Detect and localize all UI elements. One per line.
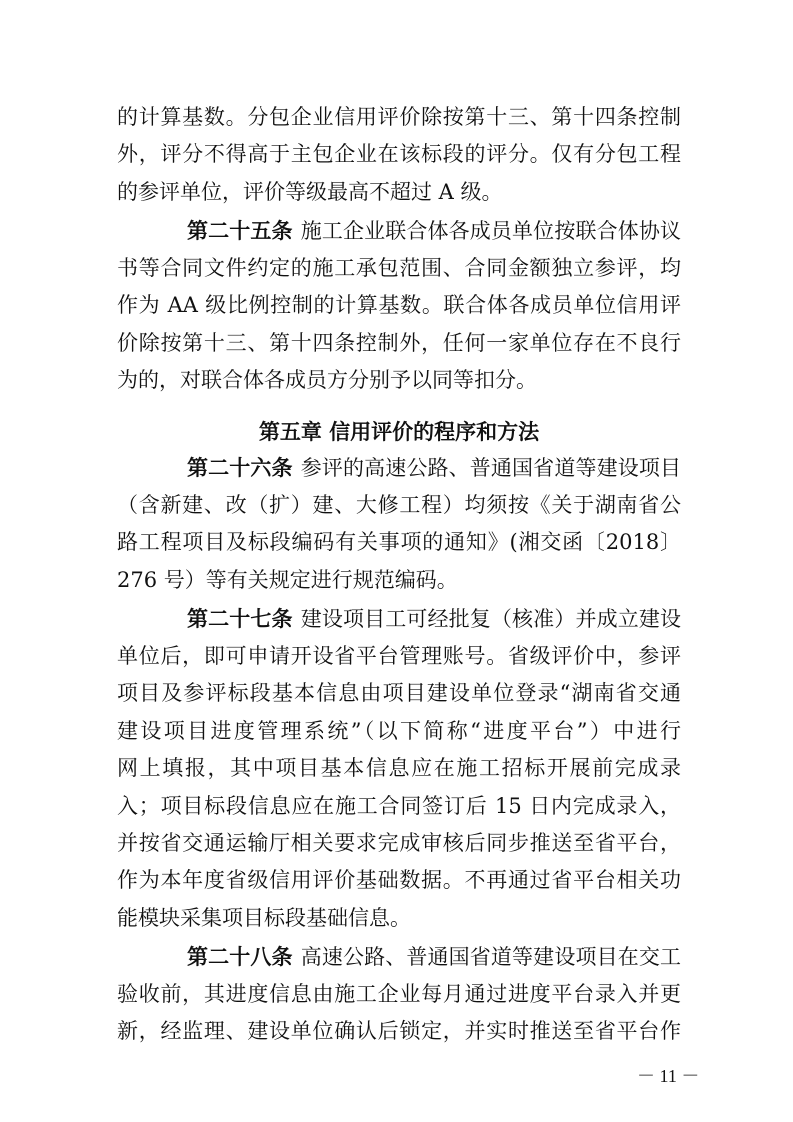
text-line — [117, 788, 681, 825]
article-first-line — [117, 601, 681, 638]
line-text: 建设项目工可经批复（核准）并成立建设 — [300, 606, 681, 631]
line-text: 单位后，即可申请开设省平台管理账号。省级评价中，参评 — [117, 644, 681, 669]
article-number: 第二十七条 — [187, 606, 293, 631]
text-line — [117, 562, 681, 599]
line-text: 网上填报，其中项目基本信息应在施工招标开展前完成录 — [117, 756, 681, 781]
line-text: 书等合同文件约定的施工承包范围、合同金额独立参评，均 — [117, 256, 681, 281]
line-text: 276 号）等有关规定进行规范编码。 — [117, 567, 458, 592]
text-line — [117, 713, 681, 750]
chapter-heading: 第五章 信用评价的程序和方法 — [258, 419, 540, 444]
article-first-line — [117, 450, 681, 487]
line-text: 作为 AA 级比例控制的计算基数。联合体各成员单位信用评 — [117, 293, 681, 318]
text-line — [117, 862, 681, 899]
text-line — [117, 524, 681, 561]
line-text: 的计算基数。分包企业信用评价除按第十三、第十四条控制 — [117, 105, 681, 129]
line-text: 能模块采集项目标段基础信息。 — [117, 905, 411, 930]
line-text: 项目及参评标段基本信息由项目建设单位登录“湖南省交通 — [117, 681, 681, 706]
line-text: 路工程项目及标段编码有关事项的通知》(湘交函〔2018〕 — [117, 530, 681, 555]
text-line — [117, 900, 681, 937]
text-line — [117, 1013, 681, 1050]
page-number: － 11 － — [637, 1066, 700, 1086]
text-line — [117, 976, 681, 1013]
text-line — [117, 287, 681, 324]
article-first-line — [117, 939, 681, 976]
line-text: 验收前，其进度信息由施工企业每月通过进度平台录入并更 — [117, 982, 681, 1007]
line-text: （含新建、改（扩）建、大修工程）均须按《关于湖南省公 — [117, 493, 681, 518]
line-text: 为的，对联合体各成员方分别予以同等扣分。 — [117, 368, 537, 393]
article-number: 第二十五条 — [187, 218, 293, 243]
line-text: 参评的高速公路、普通国省道等建设项目 — [300, 455, 681, 480]
line-text: 作为本年度省级信用评价基础数据。不再通过省平台相关功 — [117, 868, 681, 893]
text-line — [117, 487, 681, 524]
line-text: 并按省交通运输厅相关要求完成审核后同步推送至省平台， — [117, 831, 681, 856]
text-line — [117, 675, 681, 712]
article-number: 第二十八条 — [187, 944, 293, 969]
document-body — [117, 99, 681, 1051]
line-text: 外，评分不得高于主包企业在该标段的评分。仅有分包工程 — [117, 142, 681, 167]
text-line — [117, 638, 681, 675]
text-line — [117, 362, 681, 399]
line-text: 施工企业联合体各成员单位按联合体协议 — [300, 218, 681, 243]
text-line — [117, 99, 681, 136]
text-line — [117, 325, 681, 362]
line-text: 高速公路、普通国省道等建设项目在交工 — [300, 944, 681, 969]
article-first-line — [117, 213, 681, 250]
text-line — [117, 250, 681, 287]
line-text: 建设项目进度管理系统”（以下简称“进度平台”）中进行 — [117, 718, 681, 743]
article-number: 第二十六条 — [187, 455, 293, 480]
line-text: 价除按第十三、第十四条控制外，任何一家单位存在不良行 — [117, 330, 681, 355]
text-line — [117, 825, 681, 862]
text-line — [117, 174, 681, 211]
line-text: 新，经监理、建设单位确认后锁定，并实时推送至省平台作 — [117, 1019, 681, 1044]
text-line — [117, 750, 681, 787]
text-line — [117, 136, 681, 173]
line-text: 入；项目标段信息应在施工合同签订后 15 日内完成录入， — [117, 793, 681, 818]
line-text: 的参评单位，评价等级最高不超过 A 级。 — [117, 179, 503, 204]
